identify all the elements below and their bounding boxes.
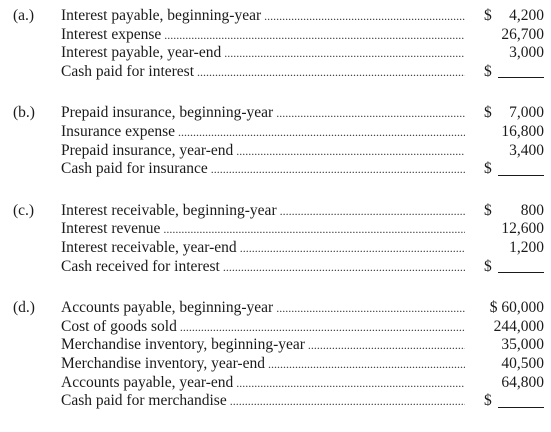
line-item-row <box>0 374 551 393</box>
answer-blank[interactable] <box>484 160 544 179</box>
answer-underline <box>498 77 544 78</box>
line-item-amount <box>484 299 544 318</box>
line-item-amount: 244,000 <box>493 317 544 335</box>
answer-row <box>0 63 551 82</box>
line-item-label: Prepaid insurance, year-end ..... <box>61 142 465 161</box>
problem-label: (d.) <box>13 299 35 317</box>
line-item-amount: 64,800 <box>501 373 544 391</box>
line-item-label: Prepaid insurance, beginning-year ..... <box>61 104 465 123</box>
answer-blank[interactable] <box>484 63 544 82</box>
problem-label: (b.) <box>13 104 35 122</box>
line-item-amount: 35,000 <box>501 336 544 354</box>
answer-label: Cash paid for insurance ..... <box>61 160 465 179</box>
line-item-row <box>0 26 551 45</box>
line-item-label: Accounts payable, beginning-year ..... <box>61 299 465 318</box>
answer-blank[interactable] <box>484 258 544 277</box>
problem-label: (c.) <box>13 201 35 219</box>
line-item-amount: 12,600 <box>501 220 544 238</box>
line-item-row <box>0 220 551 239</box>
line-item-row <box>0 336 551 355</box>
answer-blank[interactable] <box>484 392 544 411</box>
line-item-label: Cost of goods sold ..... <box>61 318 465 337</box>
answer-label: Cash received for interest ..... <box>61 258 465 277</box>
line-item-row <box>0 299 551 318</box>
line-item-label: Accounts payable, year-end ..... <box>61 374 465 393</box>
line-item-amount: 26,700 <box>501 25 544 43</box>
line-item-label: Interest expense ..... <box>61 26 465 45</box>
line-item-amount: 4,200 <box>509 7 544 24</box>
line-item-label: Interest receivable, beginning-year ..... <box>61 202 465 221</box>
problem-label: (a.) <box>13 7 35 24</box>
line-item-label: Interest revenue ..... <box>61 220 465 239</box>
dollar-sign: $ <box>484 201 492 219</box>
line-item-row <box>0 7 551 26</box>
answer-row <box>0 392 551 411</box>
line-item-row <box>0 318 551 337</box>
line-item-row <box>0 239 551 258</box>
dollar-sign: $ <box>484 160 492 178</box>
answer-underline <box>498 175 544 176</box>
line-item-row <box>0 355 551 374</box>
dollar-sign: $ <box>489 299 498 317</box>
line-item-label: Merchandise inventory, year-end ..... <box>61 355 465 374</box>
line-item-label: Interest receivable, year-end ..... <box>61 239 465 258</box>
line-item-row <box>0 142 551 161</box>
dollar-sign: $ <box>484 257 492 275</box>
answer-row <box>0 160 551 179</box>
dollar-sign: $ <box>484 392 492 410</box>
line-item-label: Interest payable, year-end ..... <box>61 44 465 63</box>
line-item-amount: 16,800 <box>501 122 544 140</box>
line-item-amount: 3,400 <box>509 141 544 159</box>
line-item-row <box>0 123 551 142</box>
line-item-row <box>0 202 551 221</box>
line-item-amount: 40,500 <box>501 354 544 372</box>
answer-label: Cash paid for merchandise ..... <box>61 392 465 411</box>
line-item-value: 60,000 <box>501 299 544 317</box>
line-item-amount: 3,000 <box>509 44 544 62</box>
problem-d <box>0 299 551 411</box>
problem-c <box>0 202 551 276</box>
line-item-row <box>0 44 551 63</box>
line-item-label: Insurance expense ..... <box>61 123 465 142</box>
line-item-amount: 1,200 <box>509 238 544 256</box>
line-item-label: Interest payable, beginning-year ..... <box>61 7 465 26</box>
answer-underline <box>498 407 544 408</box>
problem-b <box>0 104 551 178</box>
answer-row <box>0 258 551 277</box>
answer-label: Cash paid for interest ..... <box>61 63 465 82</box>
dollar-sign: $ <box>484 104 492 122</box>
dollar-sign: $ <box>484 62 492 80</box>
line-item-label: Merchandise inventory, beginning-year ..... <box>61 336 465 355</box>
dollar-sign: $ <box>484 7 492 24</box>
answer-underline <box>498 272 544 273</box>
line-item-amount: 7,000 <box>509 104 544 122</box>
problem-a <box>0 7 551 81</box>
line-item-row <box>0 104 551 123</box>
line-item-amount: 800 <box>520 201 544 219</box>
